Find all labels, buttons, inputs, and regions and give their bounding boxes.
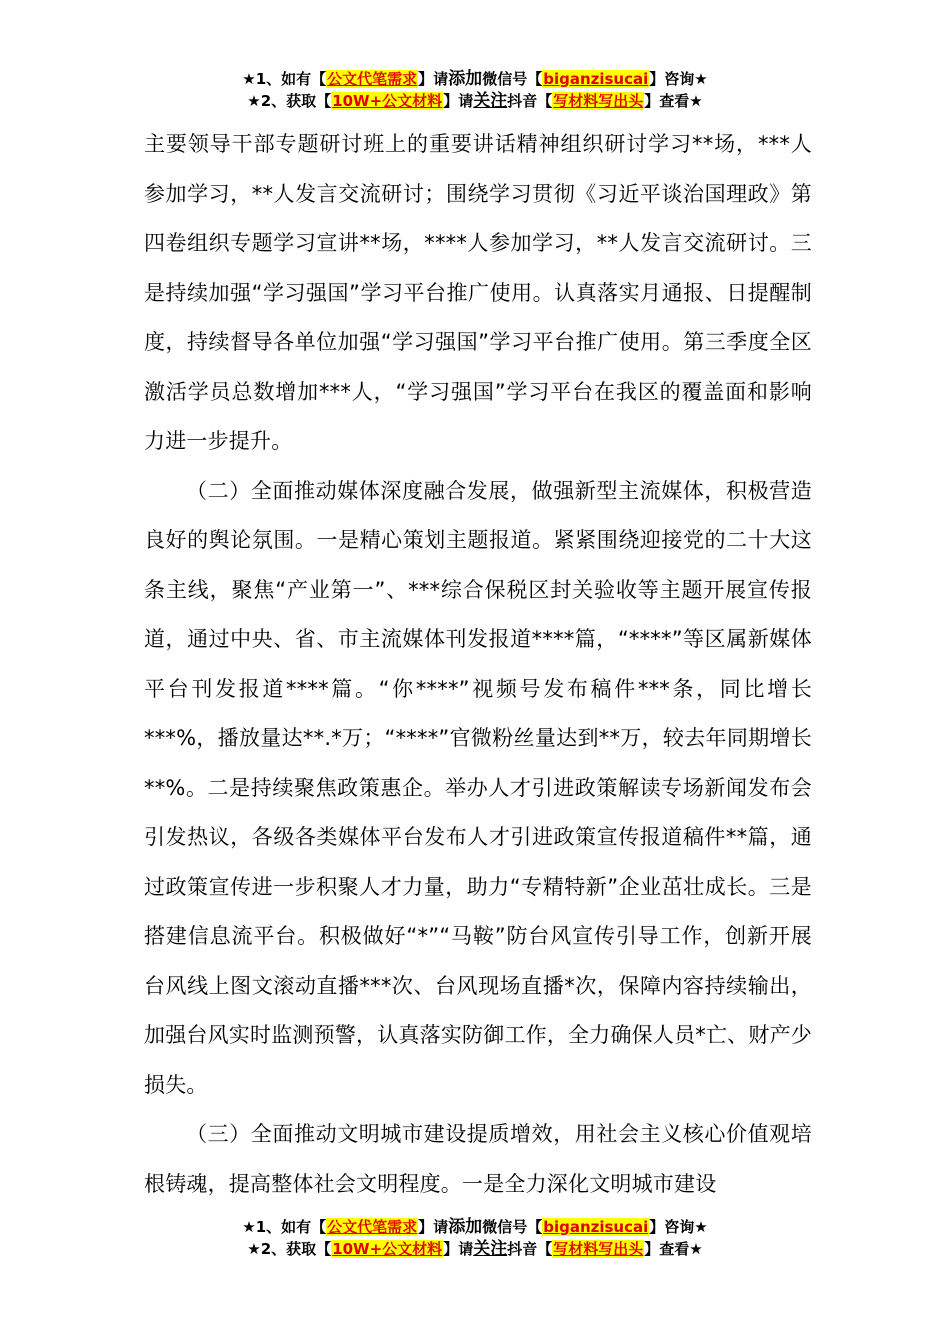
header-line-1-text-2: 微信号【 xyxy=(482,70,543,88)
footer-line-1-highlight-service: 公文代笔需求 xyxy=(327,1218,418,1236)
header-line-1-highlight-wechat: biganzisucai xyxy=(543,70,649,88)
header-line-1-highlight-service: 公文代笔需求 xyxy=(327,70,418,88)
footer-line-2-prefix: ★2、获取【 xyxy=(247,1240,332,1258)
header-line-2-text: 】请 xyxy=(443,92,474,110)
header-line-2-emphasis: 关注 xyxy=(473,91,508,111)
paragraph-1: 主要领导干部专题研讨班上的重要讲话精神组织研讨学习**场，***人参加学习，**人发言交流研讨；围绕学习贯彻《习近平谈治国理政》第四卷组织专题学习宣讲**场，****人参加学习，**人发言交流研讨。三是持续加强“学习强国”学习平台推广使用。认真落实月通报、日提醒制度，持续督导各单位加强“学习强国”学习平台推广使用。第三季度全区激活学员总数增加***人，“学习强国”学习平台在我区的覆盖面和影响力进一步提升。 xyxy=(144,132,812,453)
footer-line-2-emphasis: 关注 xyxy=(473,1239,508,1259)
header-line-1-suffix: 】咨询★ xyxy=(649,70,708,88)
footer-line-1-emphasis: 添加 xyxy=(448,1217,483,1237)
header-line-1 xyxy=(0,68,950,90)
paragraph-2: （二）全面推动媒体深度融合发展，做强新型主流媒体，积极营造良好的舆论氛围。一是精心策划主题报道。紧紧围绕迎接党的二十大这条主线，聚焦“产业第一”、***综合保税区封关验收等主题开展宣传报道，通过中央、省、市主流媒体刊发报道****篇，“****”等区属新媒体平台刊发报道****篇。“你****”视频号发布稿件***条，同比增长***%，播放量达**.*万；“****”官微粉丝量达到**万，较去年同期增长**%。二是持续聚焦政策惠企。举办人才引进政策解读专场新闻发布会引发热议，各级各类媒体平台发布人才引进政策宣传报道稿件**篇，通过政策宣传进一步积聚人才力量，助力“专精特新”企业茁壮成长。三是搭建信息流平台。积极做好“*”“马鞍”防台风宣传引导工作，创新开展台风线上图文滚动直播***次、台风现场直播*次，保障内容持续输出，加强台风实时监测预警，认真落实防御工作，全力确保人员*亡、财产少损失。 xyxy=(144,478,812,1097)
header-banner xyxy=(0,68,950,112)
footer-line-1-highlight-wechat: biganzisucai xyxy=(543,1218,649,1236)
paragraph-3: （三）全面推动文明城市建设提质增效，用社会主义核心价值观培根铸魂，提高整体社会文明程度。一是全力深化文明城市建设 xyxy=(144,1122,812,1196)
footer-line-2-highlight-materials: 10W+公文材料 xyxy=(332,1240,443,1258)
document-body xyxy=(144,120,812,1209)
header-line-1-text: 】请 xyxy=(418,70,449,88)
footer-banner xyxy=(0,1216,950,1260)
footer-line-1-suffix: 】咨询★ xyxy=(649,1218,708,1236)
header-line-2-highlight-materials: 10W+公文材料 xyxy=(332,92,443,110)
header-line-1-prefix: ★1、如有【 xyxy=(242,70,327,88)
header-line-2-highlight-douyin: 写材料写出头 xyxy=(553,92,644,110)
footer-line-1 xyxy=(0,1216,950,1238)
header-line-2-text-2: 抖音【 xyxy=(507,92,553,110)
footer-line-2-text-2: 抖音【 xyxy=(507,1240,553,1258)
header-line-2 xyxy=(0,90,950,112)
footer-line-1-text: 】请 xyxy=(418,1218,449,1236)
footer-line-2-text: 】请 xyxy=(443,1240,474,1258)
footer-line-1-prefix: ★1、如有【 xyxy=(242,1218,327,1236)
header-line-2-suffix: 】查看★ xyxy=(644,92,703,110)
header-line-1-emphasis: 添加 xyxy=(448,69,483,89)
footer-line-2-highlight-douyin: 写材料写出头 xyxy=(553,1240,644,1258)
header-line-2-prefix: ★2、获取【 xyxy=(247,92,332,110)
footer-line-1-text-2: 微信号【 xyxy=(482,1218,543,1236)
footer-line-2 xyxy=(0,1238,950,1260)
footer-line-2-suffix: 】查看★ xyxy=(644,1240,703,1258)
